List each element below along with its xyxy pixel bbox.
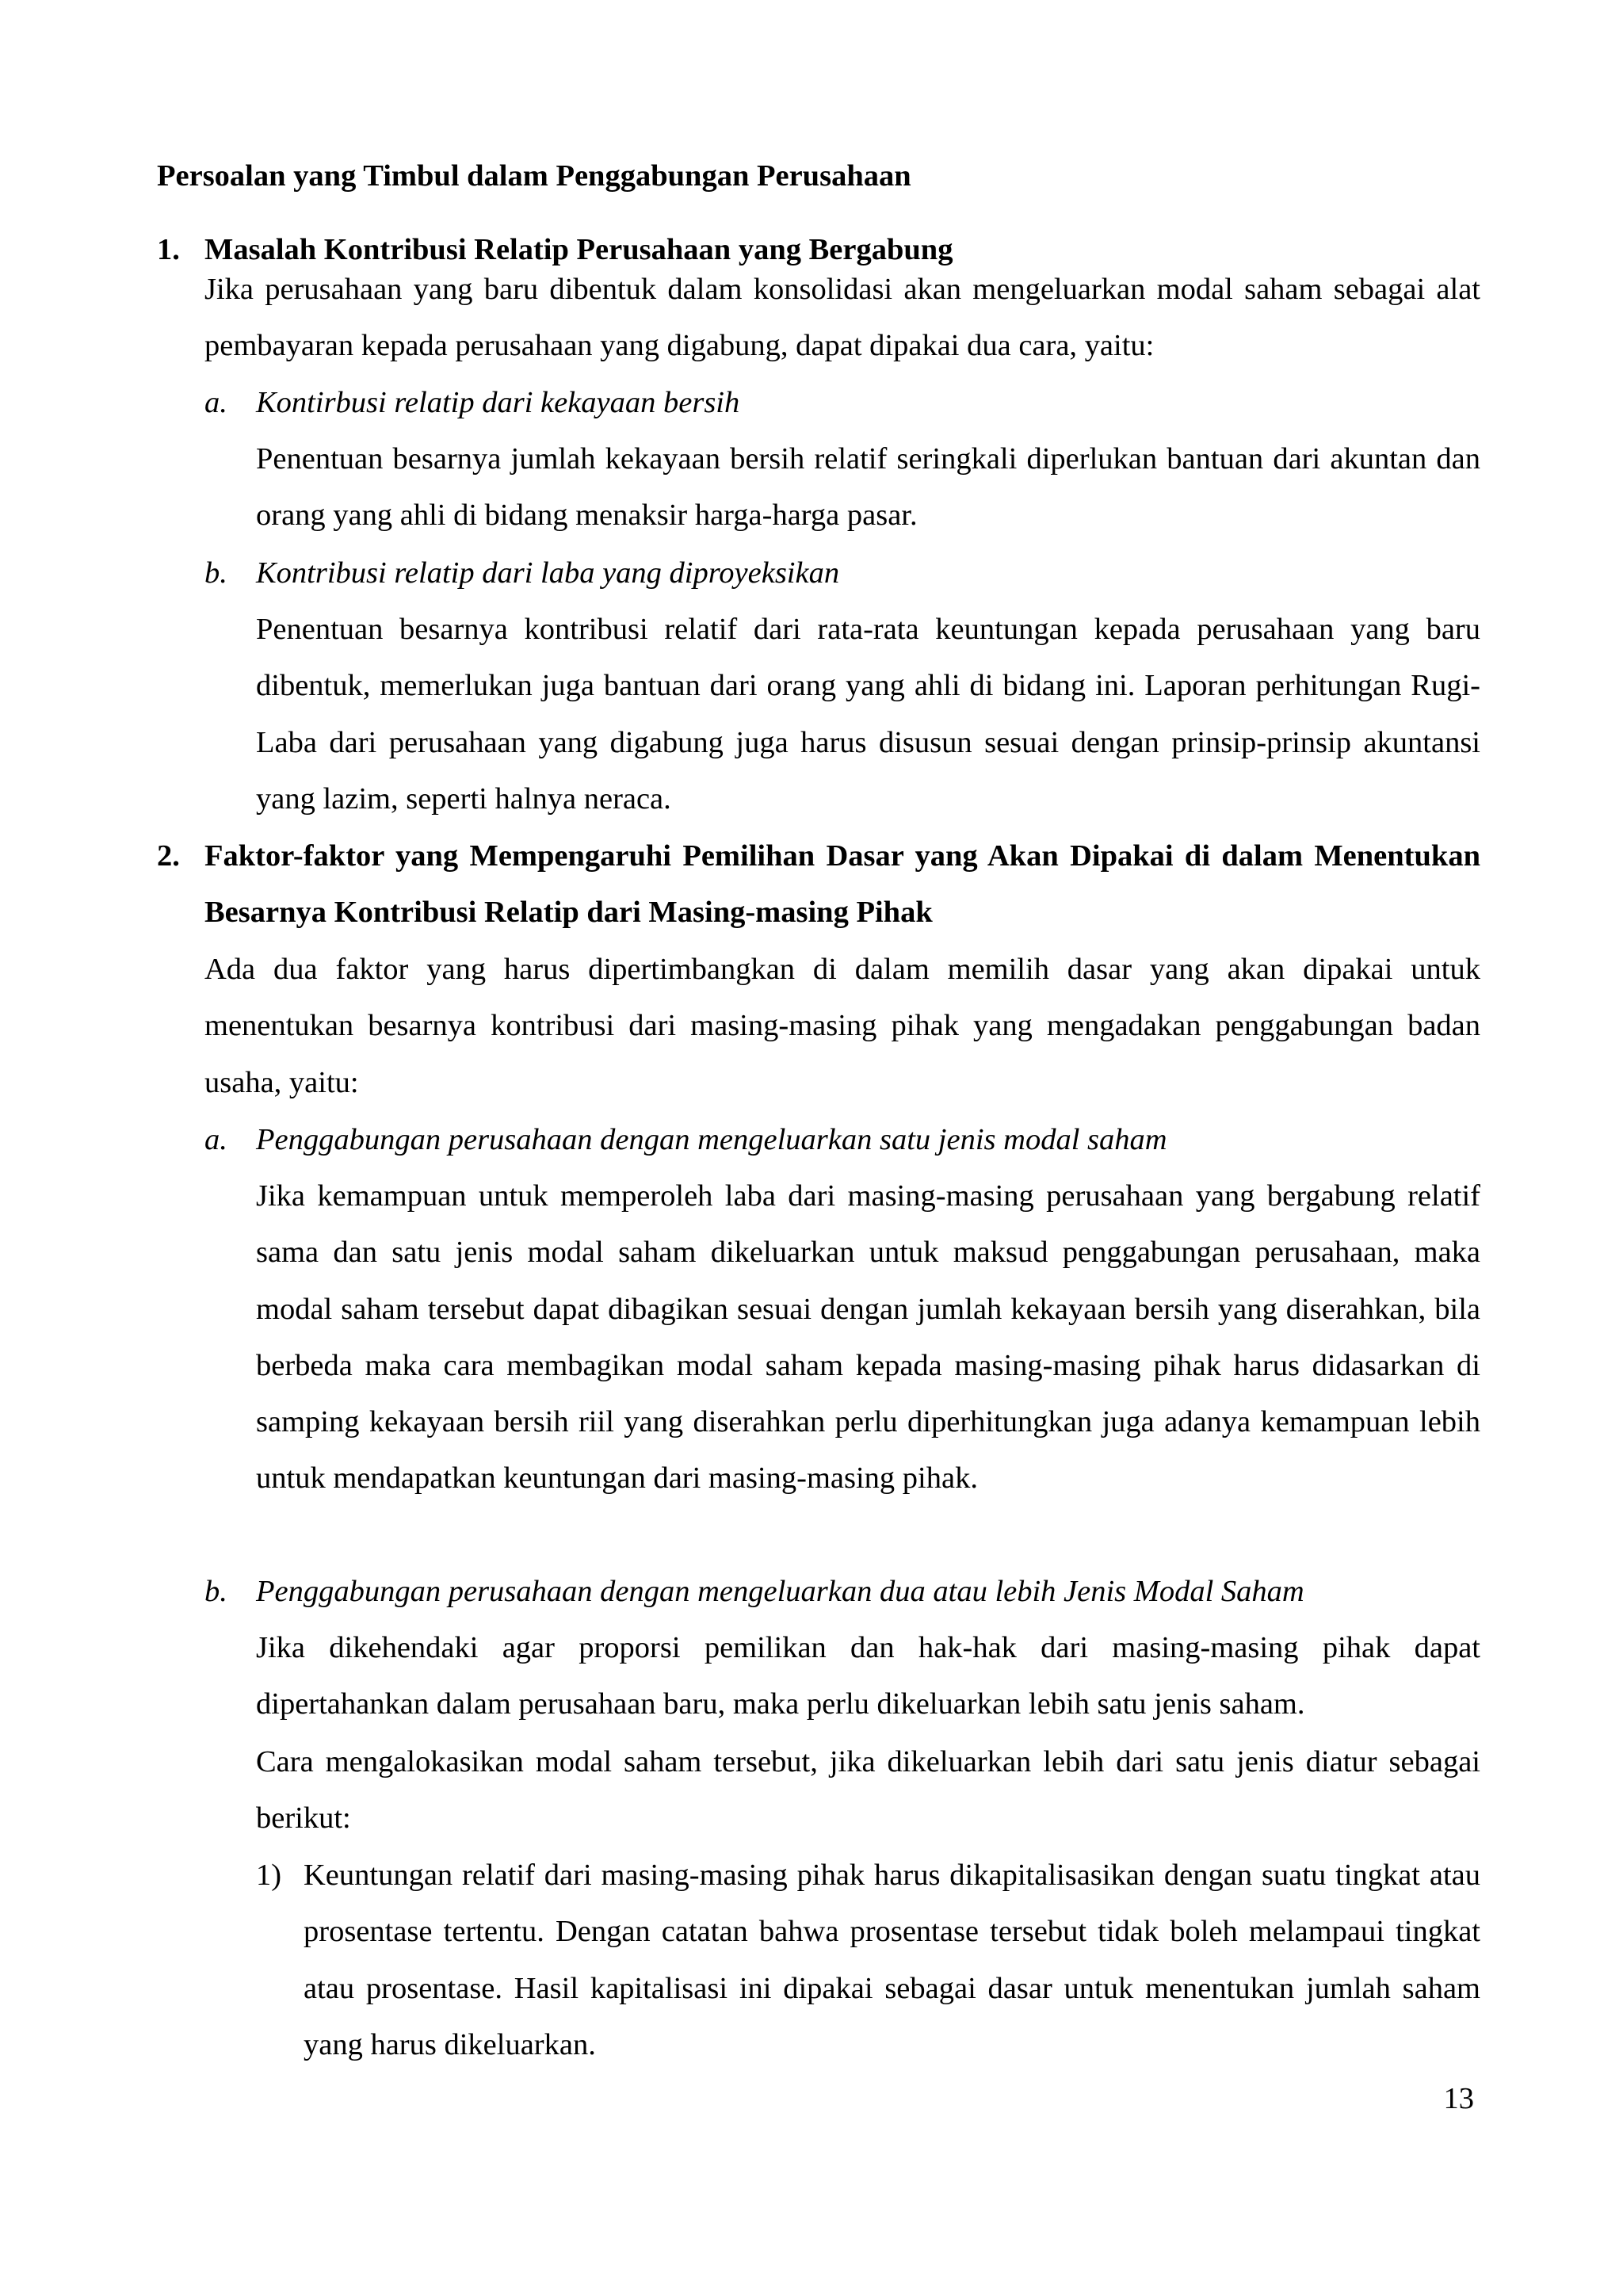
section-2-item-b-text: Jika dikehendaki agar proporsi pemilikan dan hak-hak dari masing-masing pihak dapat dipertahankan dalam perusahaan baru, maka perlu dikeluarkan lebih satu jenis saham. bbox=[256, 1631, 1480, 1721]
page-number: 13 bbox=[1443, 2082, 1474, 2115]
section-1-intro: Jika perusahaan yang baru dibentuk dalam konsolidasi akan mengeluarkan modal saham sebagai alat pembayaran kepada perusahaan yang digabung, dapat dipakai dua cara, yaitu: bbox=[204, 273, 1480, 363]
section-1-heading: Masalah Kontribusi Relatip Perusahaan yang Bergabung bbox=[204, 233, 953, 266]
section-1-item-a-letter: a. bbox=[204, 386, 227, 419]
subitem-1-text: Keuntungan relatif dari masing-masing pihak harus dikapitalisasikan dengan suatu tingkat atau prosentase tertentu. Dengan catatan bahwa prosentase tersebut tidak boleh melampaui tingkat atau prosentase. Hasil kapitalisasi ini dipakai sebagai dasar untuk menentukan jumlah saham yang harus dikeluarkan. bbox=[304, 1859, 1480, 2061]
section-2-item-a-letter: a. bbox=[204, 1123, 227, 1156]
section-1-number: 1. bbox=[157, 233, 180, 266]
section-2-number: 2. bbox=[157, 839, 180, 873]
section-1-item-b-heading: Kontribusi relatip dari laba yang diproyeksikan bbox=[256, 556, 840, 590]
page-title: Persoalan yang Timbul dalam Penggabungan Perusahaan bbox=[157, 159, 911, 193]
section-2-item-b-text2: Cara mengalokasikan modal saham tersebut, jika dikeluarkan lebih dari satu jenis diatur sebagai berikut: bbox=[256, 1745, 1480, 1836]
section-1-item-b-letter: b. bbox=[204, 556, 227, 590]
section-2-item-a-text: Jika kemampuan untuk memperoleh laba dari masing-masing perusahaan yang bergabung relatif sama dan satu jenis modal saham dikeluarkan untuk maksud penggabungan perusahaan, maka modal saham tersebut dapat dibagikan sesuai dengan jumlah kekayaan bersih yang diserahkan, bila berbeda maka cara membagikan modal saham kepada masing-masing pihak harus didasarkan di samping kekayaan bersih riil yang diserahkan perlu diperhitungkan juga adanya kemampuan lebih untuk mendapatkan keuntungan dari masing-masing pihak. bbox=[256, 1179, 1480, 1496]
section-2-intro: Ada dua faktor yang harus dipertimbangkan di dalam memilih dasar yang akan dipakai untuk menentukan besarnya kontribusi dari masing-masing pihak yang mengadakan penggabungan badan usaha, yaitu: bbox=[204, 953, 1480, 1099]
section-1-item-b-text: Penentuan besarnya kontribusi relatif dari rata-rata keuntungan kepada perusahaan yang baru dibentuk, memerlukan juga bantuan dari orang yang ahli di bidang ini. Laporan perhitungan Rugi-Laba dari perusahaan yang digabung juga harus disusun sesuai dengan prinsip-prinsip akuntansi yang lazim, seperti halnya neraca. bbox=[256, 613, 1480, 816]
section-2-heading: Faktor-faktor yang Mempengaruhi Pemilihan Dasar yang Akan Dipakai di dalam Menentukan Besarnya Kontribusi Relatip dari Masing-masing Pihak bbox=[204, 839, 1480, 930]
section-2-item-b-heading: Penggabungan perusahaan dengan mengeluarkan dua atau lebih Jenis Modal Saham bbox=[256, 1575, 1304, 1608]
section-2-item-a-heading: Penggabungan perusahaan dengan mengeluarkan satu jenis modal saham bbox=[256, 1123, 1167, 1156]
section-1-item-a-text: Penentuan besarnya jumlah kekayaan bersih relatif seringkali diperlukan bantuan dari akuntan dan orang yang ahli di bidang menaksir harga-harga pasar. bbox=[256, 442, 1480, 533]
subitem-1-number: 1) bbox=[256, 1859, 282, 1892]
section-1-item-a-heading: Kontirbusi relatip dari kekayaan bersih bbox=[256, 386, 740, 419]
section-2-item-b-letter: b. bbox=[204, 1575, 227, 1608]
